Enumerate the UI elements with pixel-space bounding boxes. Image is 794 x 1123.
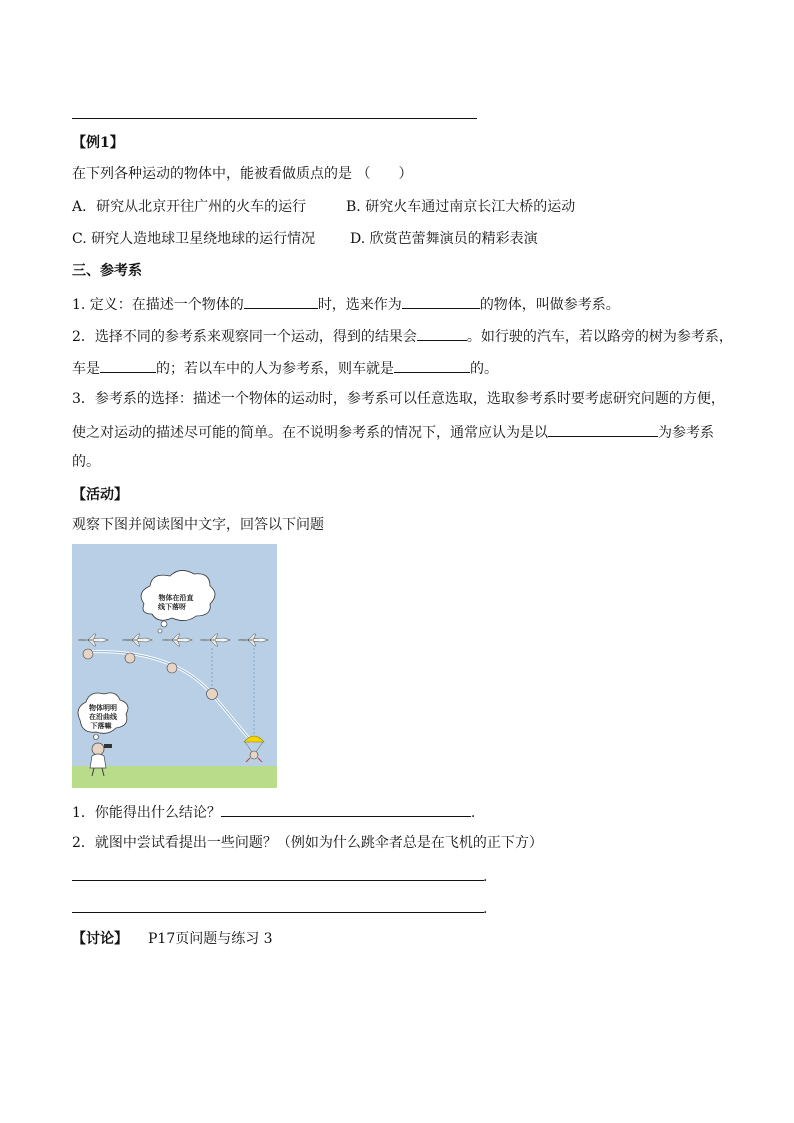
option-c: C. 研究人造地球卫星绕地球的运行情况 [72, 231, 316, 247]
answer-line-2[interactable] [72, 912, 484, 913]
falling-person-icon [125, 653, 135, 663]
falling-person-icon [83, 649, 93, 659]
top-divider [72, 118, 477, 119]
falling-person-icon [167, 663, 177, 673]
option-d: D. 欣赏芭蕾舞演员的精彩表演 [350, 231, 538, 247]
bubble-bottom-line3: 下落嘛 [90, 722, 112, 730]
item2-text-4: 的；若以车中的人为参考系，则车就是 [156, 361, 394, 377]
question-1-line: 1．你能得出什么结论？ . [72, 802, 475, 822]
item2-text-3: 车是 [72, 361, 100, 377]
item3-line2 [72, 422, 714, 442]
option-b: B. 研究火车通过南京长江大桥的运动 [346, 199, 576, 215]
answer-line-period: . [483, 901, 488, 917]
fill-blank[interactable] [100, 358, 156, 373]
bubble-top-line1: 物体在沿直 [158, 594, 194, 602]
item3-text-1: 使之对运动的描述尽可能的简单。在不说明参考系的情况下，通常应认为是以 [72, 425, 548, 441]
bubble-bottom-line1: 物体明明 [89, 704, 117, 712]
definition-text-2: 时，选来作为 [317, 297, 402, 313]
item2-text-2: 。如行驶的汽车，若以路旁的树为参考系， [466, 329, 733, 345]
fill-blank[interactable] [244, 294, 318, 309]
definition-text-1: 1. 定义：在描述一个物体的 [72, 297, 244, 313]
activity-instruction: 观察下图并阅读图中文字，回答以下问题 [72, 517, 324, 533]
parachute-illustration [72, 544, 277, 788]
item2-text-5: 的。 [470, 361, 498, 377]
bubble-bottom-line2: 在沿曲线 [89, 713, 117, 721]
answer-blank[interactable] [221, 802, 471, 817]
definition-line [72, 294, 620, 314]
fill-blank[interactable] [394, 358, 470, 373]
section-heading: 三、参考系 [72, 263, 142, 279]
item2-line1 [72, 326, 733, 346]
falling-person-icon [207, 689, 218, 700]
answer-line-1[interactable] [72, 880, 484, 881]
answer-line-period: . [483, 869, 488, 885]
option-a: A．研究从北京开往广州的火车的运行 [72, 199, 307, 215]
discussion-header: 【讨论】 [72, 931, 128, 947]
question-1: 1．你能得出什么结论？ [72, 805, 221, 821]
fill-blank[interactable] [548, 422, 658, 437]
fill-blank[interactable] [402, 294, 480, 309]
item3-line3: 的。 [72, 454, 100, 470]
bubble-top-line2: 线下落呀 [158, 603, 186, 611]
item2-line2 [72, 358, 498, 378]
discussion-text: P17页问题与练习 3 [148, 931, 273, 947]
definition-text-3: 的物体，叫做参考系。 [479, 297, 620, 313]
item3-text-2: 为参考系 [658, 425, 714, 441]
item2-text-1: 2．选择不同的参考系来观察同一个运动，得到的结果会 [72, 329, 417, 345]
question-2: 2．就图中尝试看提出一些问题？（例如为什么跳伞者总是在飞机的正下方） [72, 835, 543, 851]
fill-blank[interactable] [417, 326, 467, 341]
example-question: 在下列各种运动的物体中，能被看做质点的是 （ ） [72, 166, 413, 182]
item3-line1: 3．参考系的选择：描述一个物体的运动时，参考系可以任意选取，选取参考系时要考虑研究问题的方便， [72, 391, 725, 407]
example-header: 【例1】 [72, 135, 124, 151]
activity-header: 【活动】 [72, 487, 128, 503]
